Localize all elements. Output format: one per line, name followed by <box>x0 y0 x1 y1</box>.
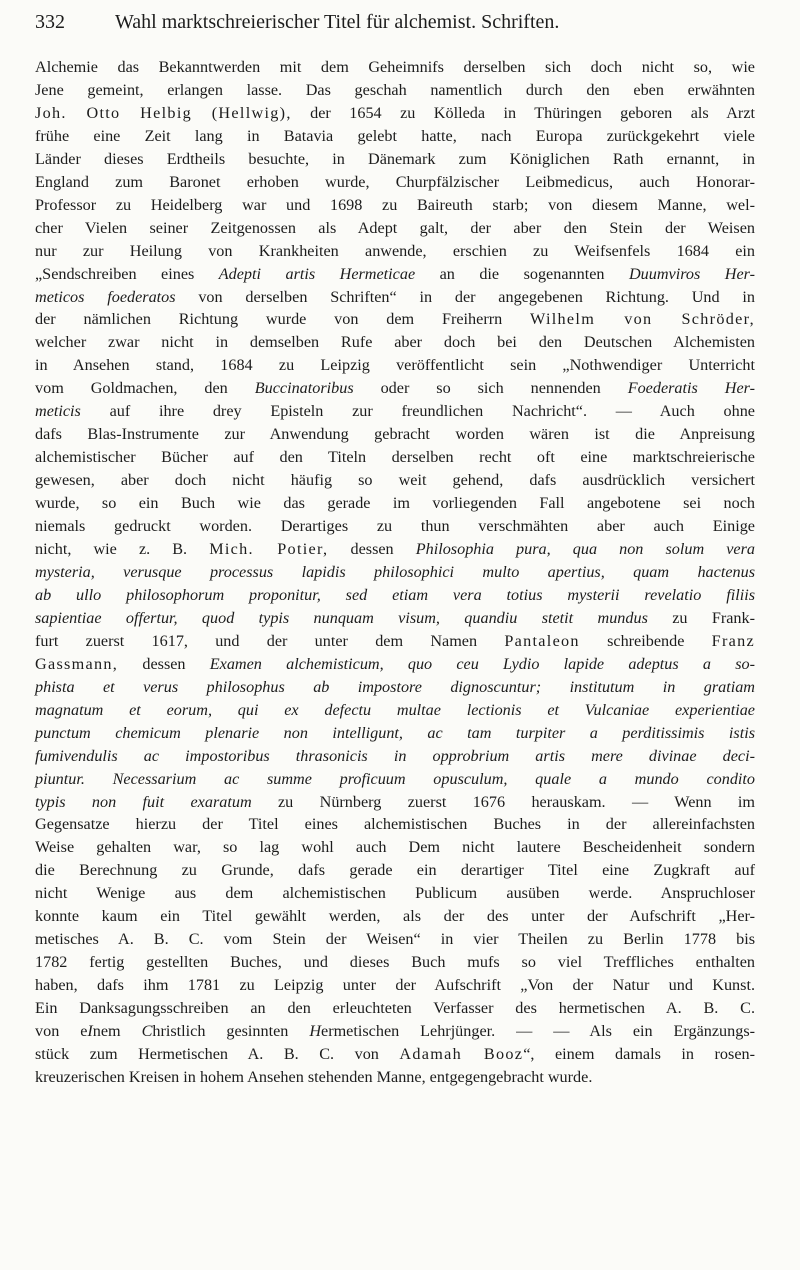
text-line <box>35 1066 755 1089</box>
text-segment: Länder dieses Erdtheils besuchte, in Dänemark zum Königlichen Rath ernannt, in <box>35 149 755 168</box>
text-line <box>35 125 755 148</box>
italic-segment: phista et verus philosophus ab impostore dignoscuntur; institutum in gratiam <box>35 677 755 696</box>
text-line <box>35 584 755 607</box>
text-segment: welcher zwar nicht in demselben Rufe aber doch bei den Deutschen Alchemisten <box>35 333 755 352</box>
spaced-name: Joh. Otto Helbig (Hellwig), <box>35 103 292 122</box>
text-line <box>35 148 755 171</box>
text-segment: Alchemie das Bekanntwerden mit dem Geheimnifs derselben sich doch nicht so, wie <box>35 58 755 76</box>
text-line <box>35 492 755 515</box>
text-line <box>35 676 755 699</box>
text-segment: nur zur Heilung von Krankheiten anwende, erschien zu Weifsenfels 1684 ein <box>35 241 755 260</box>
spaced-name: Franz <box>711 631 755 650</box>
text-line <box>35 194 755 217</box>
text-line <box>35 791 755 814</box>
text-segment: nicht Wenige aus dem alchemistischen Publicum ausüben werde. Anspruchloser <box>35 884 755 903</box>
text-line <box>35 653 755 676</box>
text-segment: ermetischen Lehrjünger. — — Als ein Ergänzungs- <box>321 1022 756 1041</box>
text-segment: auf ihre drey Episteln zur freundlichen Nachricht“. — Auch ohne <box>80 402 755 421</box>
text-line <box>35 331 755 354</box>
text-segment: von derselben Schriften“ in der angegebenen Richtung. Und in <box>175 287 755 306</box>
italic-segment: Philosophia pura, qua non solum vera <box>415 540 756 559</box>
text-segment: nem <box>92 1022 142 1041</box>
italic-segment: typis non fuit exaratum <box>35 792 252 811</box>
text-segment: Professor zu Heidelberg war und 1698 zu Baireuth starb; von diesem Manne, wel- <box>35 195 755 214</box>
text-line <box>35 607 755 630</box>
italic-segment: C <box>141 1022 153 1041</box>
text-line <box>35 768 755 791</box>
italic-segment: sapientiae offertur, quod typis nunquam visum, quandiu stetit mundus <box>35 608 648 627</box>
text-segment: von e <box>35 1022 88 1041</box>
text-segment: oder so sich nennenden <box>353 379 628 398</box>
italic-segment: Adepti artis Hermeticae <box>218 264 416 283</box>
text-segment: vom Goldmachen, den <box>35 379 255 398</box>
text-segment: Gegensatze hierzu der Titel eines alchemistischen Buches in der allereinfachsten <box>35 815 755 834</box>
italic-segment: mysteria, verusque processus lapidis philosophici multo apertius, quam hactenus <box>35 562 755 581</box>
text-segment: niemals gedruckt worden. Derartiges zu thun verschmähten aber auch Einige <box>35 517 755 536</box>
spaced-name: Mich. Potier, <box>209 540 329 559</box>
text-line <box>35 354 755 377</box>
text-line <box>35 836 755 859</box>
italic-segment: magnatum et eorum, qui ex defectu multae lectionis et Vulcaniae experientiae <box>35 700 755 719</box>
italic-segment: meticis <box>35 402 81 421</box>
text-segment: metisches A. B. C. vom Stein der Weisen“ in vier Theilen zu Berlin 1778 bis <box>35 930 755 949</box>
text-line <box>35 951 755 974</box>
spaced-name: Wilhelm von Schröder, <box>530 310 755 329</box>
text-segment: die Berechnung zu Grunde, dafs gerade ein derartiger Titel eine Zugkraft auf <box>35 861 755 880</box>
text-line <box>35 813 755 836</box>
text-segment: an die sogenannten <box>415 264 629 283</box>
text-line <box>35 997 755 1020</box>
running-title: Wahl marktschreierischer Titel für alchemist. Schriften. <box>115 11 560 33</box>
text-line <box>35 1043 755 1066</box>
text-line <box>35 859 755 882</box>
page-header <box>35 8 755 36</box>
text-segment: dessen <box>118 654 210 673</box>
text-segment: Ein Danksagungsschreiben an den erleuchteten Verfasser des hermetischen A. B. C. <box>35 999 755 1018</box>
text-line <box>35 745 755 768</box>
text-segment: gewesen, aber doch nicht häufig so weit gehend, dafs ausdrücklich versichert <box>35 471 755 490</box>
text-line <box>35 423 755 446</box>
text-line <box>35 446 755 469</box>
text-line <box>35 171 755 194</box>
italic-segment: Examen alchemisticum, quo ceu Lydio lapide adeptus a so- <box>209 654 755 673</box>
italic-segment: punctum chemicum plenarie non intelligunt, ac tam turpiter a perditissimis istis <box>35 723 755 742</box>
text-line <box>35 308 755 331</box>
text-line <box>35 905 755 928</box>
italic-segment: Duumviros Her- <box>628 264 755 283</box>
text-line <box>35 974 755 997</box>
text-segment: haben, dafs ihm 1781 zu Leipzig unter der Aufschrift „Von der Natur und Kunst. <box>35 976 755 995</box>
text-line <box>35 1020 755 1043</box>
text-line <box>35 56 755 79</box>
text-segment: “, einem damals in rosen- <box>523 1044 755 1063</box>
text-segment: stück zum Hermetischen A. B. C. von <box>35 1044 400 1063</box>
text-segment: Jene gemeint, erlangen lasse. Das geschah namentlich durch den eben erwähnten <box>35 80 755 99</box>
text-line <box>35 469 755 492</box>
text-segment: schreibende <box>579 631 712 650</box>
text-line <box>35 400 755 423</box>
text-segment: nicht, wie z. B. <box>35 540 210 559</box>
text-segment: konnte kaum ein Titel gewählt werden, als der des unter der Aufschrift „Her- <box>35 907 755 926</box>
text-segment: der 1654 zu Kölleda in Thüringen geboren als Arzt <box>291 103 755 122</box>
spaced-name: Pantaleon <box>504 631 580 650</box>
text-line <box>35 538 755 561</box>
italic-segment: Buccinatoribus <box>254 379 354 398</box>
text-line <box>35 217 755 240</box>
text-segment: „Sendschreiben eines <box>35 264 219 283</box>
italic-segment: fumivendulis ac impostoribus thrasonicis in opprobrium artis mere divinae deci- <box>35 746 755 765</box>
italic-segment: piuntur. Necessarium ac summe proficuum opusculum, quale a mundo condito <box>35 769 755 788</box>
text-line <box>35 102 755 125</box>
text-line <box>35 561 755 584</box>
text-line <box>35 515 755 538</box>
text-segment: wurde, so ein Buch wie das gerade im vorliegenden Fall angebotene sei noch <box>35 494 755 513</box>
text-line <box>35 79 755 102</box>
spaced-name: Gassmann, <box>35 654 119 673</box>
text-segment: 1782 fertig gestellten Buches, und dieses Buch mufs so viel Treffliches enthalten <box>35 953 755 972</box>
text-segment: kreuzerischen Kreisen in hohem Ansehen stehenden Manne, entgegengebracht wurde. <box>35 1067 593 1086</box>
text-line <box>35 263 755 286</box>
text-segment: frühe eine Zeit lang in Batavia gelebt hatte, nach Europa zurückgekehrt viele <box>35 126 755 145</box>
text-line <box>35 699 755 722</box>
text-segment: zu Frank- <box>647 608 755 627</box>
text-segment: in Ansehen stand, 1684 zu Leipzig veröffentlicht sein „Nothwendiger Unterricht <box>35 356 755 375</box>
text-segment: cher Vielen seiner Zeitgenossen als Adept galt, der aber den Stein der Weisen <box>35 218 755 237</box>
text-segment: hristlich gesinnten <box>152 1022 310 1041</box>
text-line <box>35 882 755 905</box>
text-segment: dessen <box>328 540 416 559</box>
italic-segment: ab ullo philosophorum proponitur, sed etiam vera totius mysterii revelatio filiis <box>35 585 755 604</box>
body-text <box>35 56 755 1089</box>
italic-segment: H <box>309 1022 322 1041</box>
text-segment: furt zuerst 1617, und der unter dem Namen <box>35 631 505 650</box>
italic-segment: I <box>87 1022 93 1041</box>
text-line <box>35 630 755 653</box>
text-segment: zu Nürnberg zuerst 1676 herauskam. — Wenn im <box>251 792 756 811</box>
spaced-name: Adamah Booz <box>399 1044 524 1063</box>
italic-segment: meticos foederatos <box>35 287 176 306</box>
text-line <box>35 722 755 745</box>
text-line <box>35 286 755 309</box>
italic-segment: Foederatis Her- <box>627 379 755 398</box>
text-segment: der nämlichen Richtung wurde von dem Freiherrn <box>35 310 531 329</box>
text-segment: Weise gehalten war, so lag wohl auch Dem nicht lautere Bescheidenheit sondern <box>35 838 755 857</box>
text-segment: alchemistischer Bücher auf den Titeln derselben recht oft eine marktschreierische <box>35 448 755 467</box>
text-segment: dafs Blas-Instrumente zur Anwendung gebracht worden wären ist die Anpreisung <box>35 425 755 444</box>
text-line <box>35 928 755 951</box>
page-number: 332 <box>35 11 65 33</box>
text-segment: England zum Baronet erhoben wurde, Churpfälzischer Leibmedicus, auch Honorar- <box>35 172 755 191</box>
text-line <box>35 240 755 263</box>
text-line <box>35 377 755 400</box>
